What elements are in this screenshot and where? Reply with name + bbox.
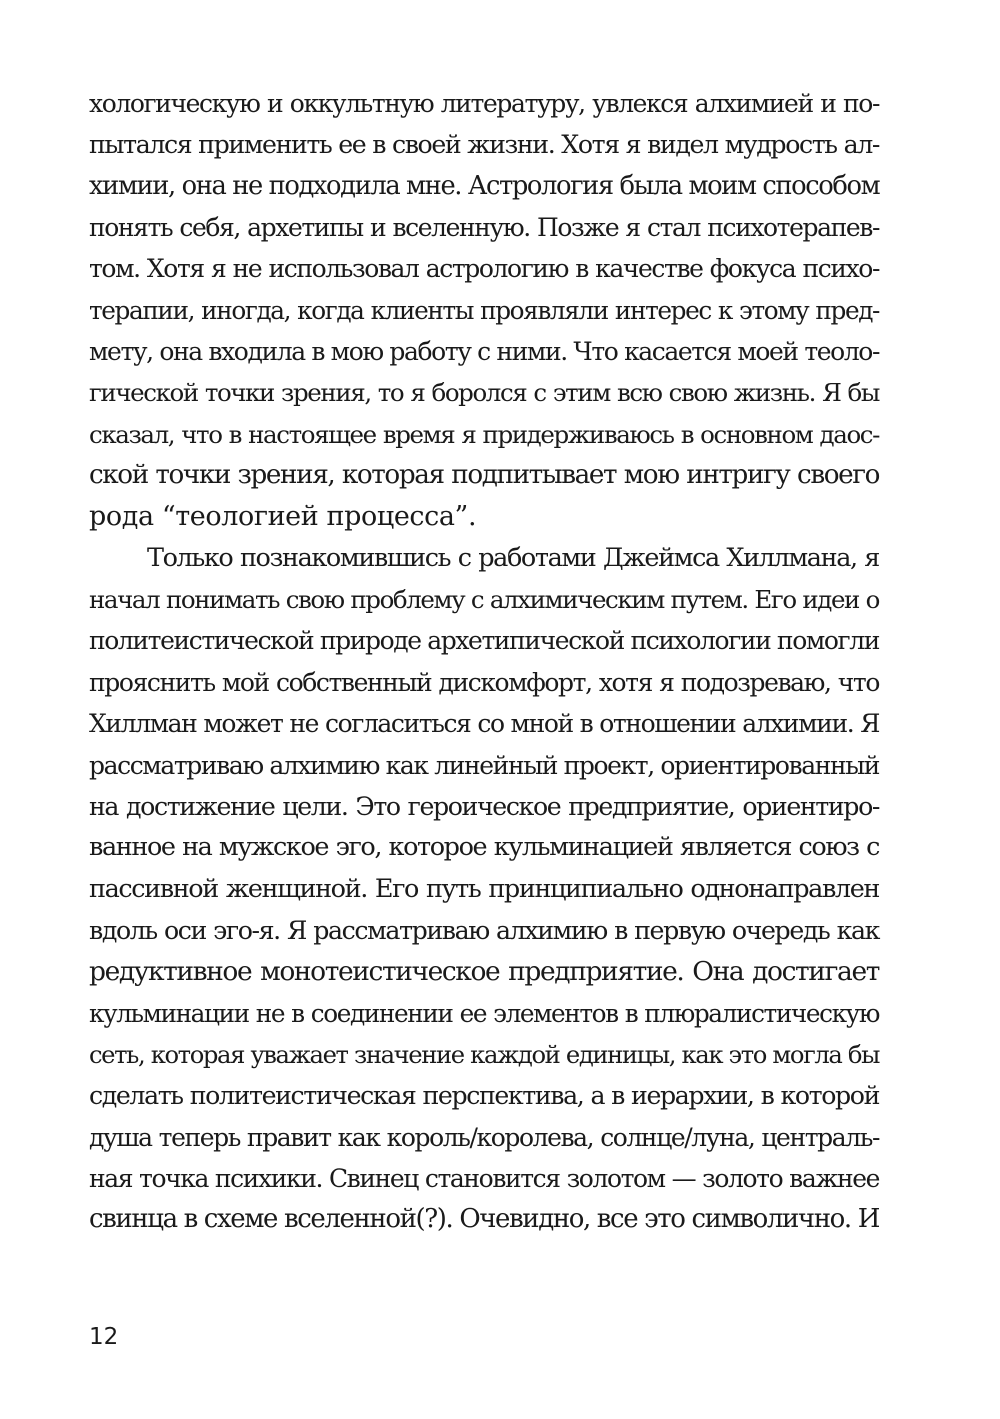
text-line: душа теперь правит как король/королева, солнце/луна, централь-	[89, 1122, 879, 1152]
text-line: пассивной женщиной. Его путь принципиально однонаправлен	[89, 873, 879, 904]
text-line: на достижение цели. Это героическое предприятие, ориентиро-	[89, 791, 879, 821]
text-line: сделать политеистическая перспектива, а в иерархии, в которой	[89, 1081, 879, 1111]
text-line: мету, она входила в мою работу с ними. Что касается моей теоло-	[89, 337, 879, 367]
text-line: хологическую и оккультную литературу, увлекся алхимией и по-	[89, 89, 879, 118]
text-line: Только познакомившись с работами Джеймса Хиллмана, я	[147, 542, 879, 573]
text-line: сеть, которая уважает значение каждой единицы, как это могла бы	[89, 1039, 879, 1069]
paragraph-1	[89, 83, 879, 538]
text-line: политеистической природе архетипической психологии помогли	[89, 626, 879, 656]
text-line: понять себя, архетипы и вселенную. Позже я стал психотерапев-	[89, 213, 879, 243]
text-line: сказал, что в настоящее время я придерживаюсь в основном даос-	[89, 419, 879, 449]
text-line: ской точки зрения, которая подпитывает мою интригу своего	[89, 460, 879, 491]
text-line: ная точка психики. Свинец становится золотом — золото важнее	[89, 1163, 879, 1193]
text-line: вдоль оси эго-я. Я рассматриваю алхимию в первую очередь как	[89, 915, 879, 945]
text-line: терапии, иногда, когда клиенты проявляли интерес к этому пред-	[89, 295, 879, 325]
text-line: пытался применить ее в своей жизни. Хотя я видел мудрость ал-	[89, 130, 879, 160]
text-line: рода “теологией процесса”.	[89, 501, 477, 533]
text-line: том. Хотя я не использовал астрологию в качестве фокуса психо-	[89, 254, 879, 284]
text-line: свинца в схеме вселенной(?). Очевидно, все это символично. И	[89, 1204, 879, 1235]
paragraph-2	[89, 538, 879, 1241]
text-line: начал понимать свою проблему с алхимическим путем. Его идеи о	[89, 585, 879, 615]
text-line: химии, она не подходила мне. Астрология была моим способом	[89, 170, 880, 201]
page-number: 12	[89, 1324, 119, 1350]
text-line: редуктивное монотеистическое предприятие. Она достигает	[89, 956, 879, 988]
text-line: Хиллман может не согласиться со мной в отношении алхимии. Я	[89, 709, 879, 739]
text-line: рассматриваю алхимию как линейный проект, ориентированный	[89, 750, 879, 780]
text-line: прояснить мой собственный дискомфорт, хотя я подозреваю, что	[89, 667, 879, 697]
text-line: гической точки зрения, то я боролся с этим всю свою жизнь. Я бы	[89, 378, 879, 408]
text-line: кульминации не в соединении ее элементов в плюралистическую	[89, 998, 879, 1028]
body-text	[89, 83, 879, 1241]
text-line: ванное на мужское эго, которое кульминацией является союз с	[89, 832, 879, 863]
